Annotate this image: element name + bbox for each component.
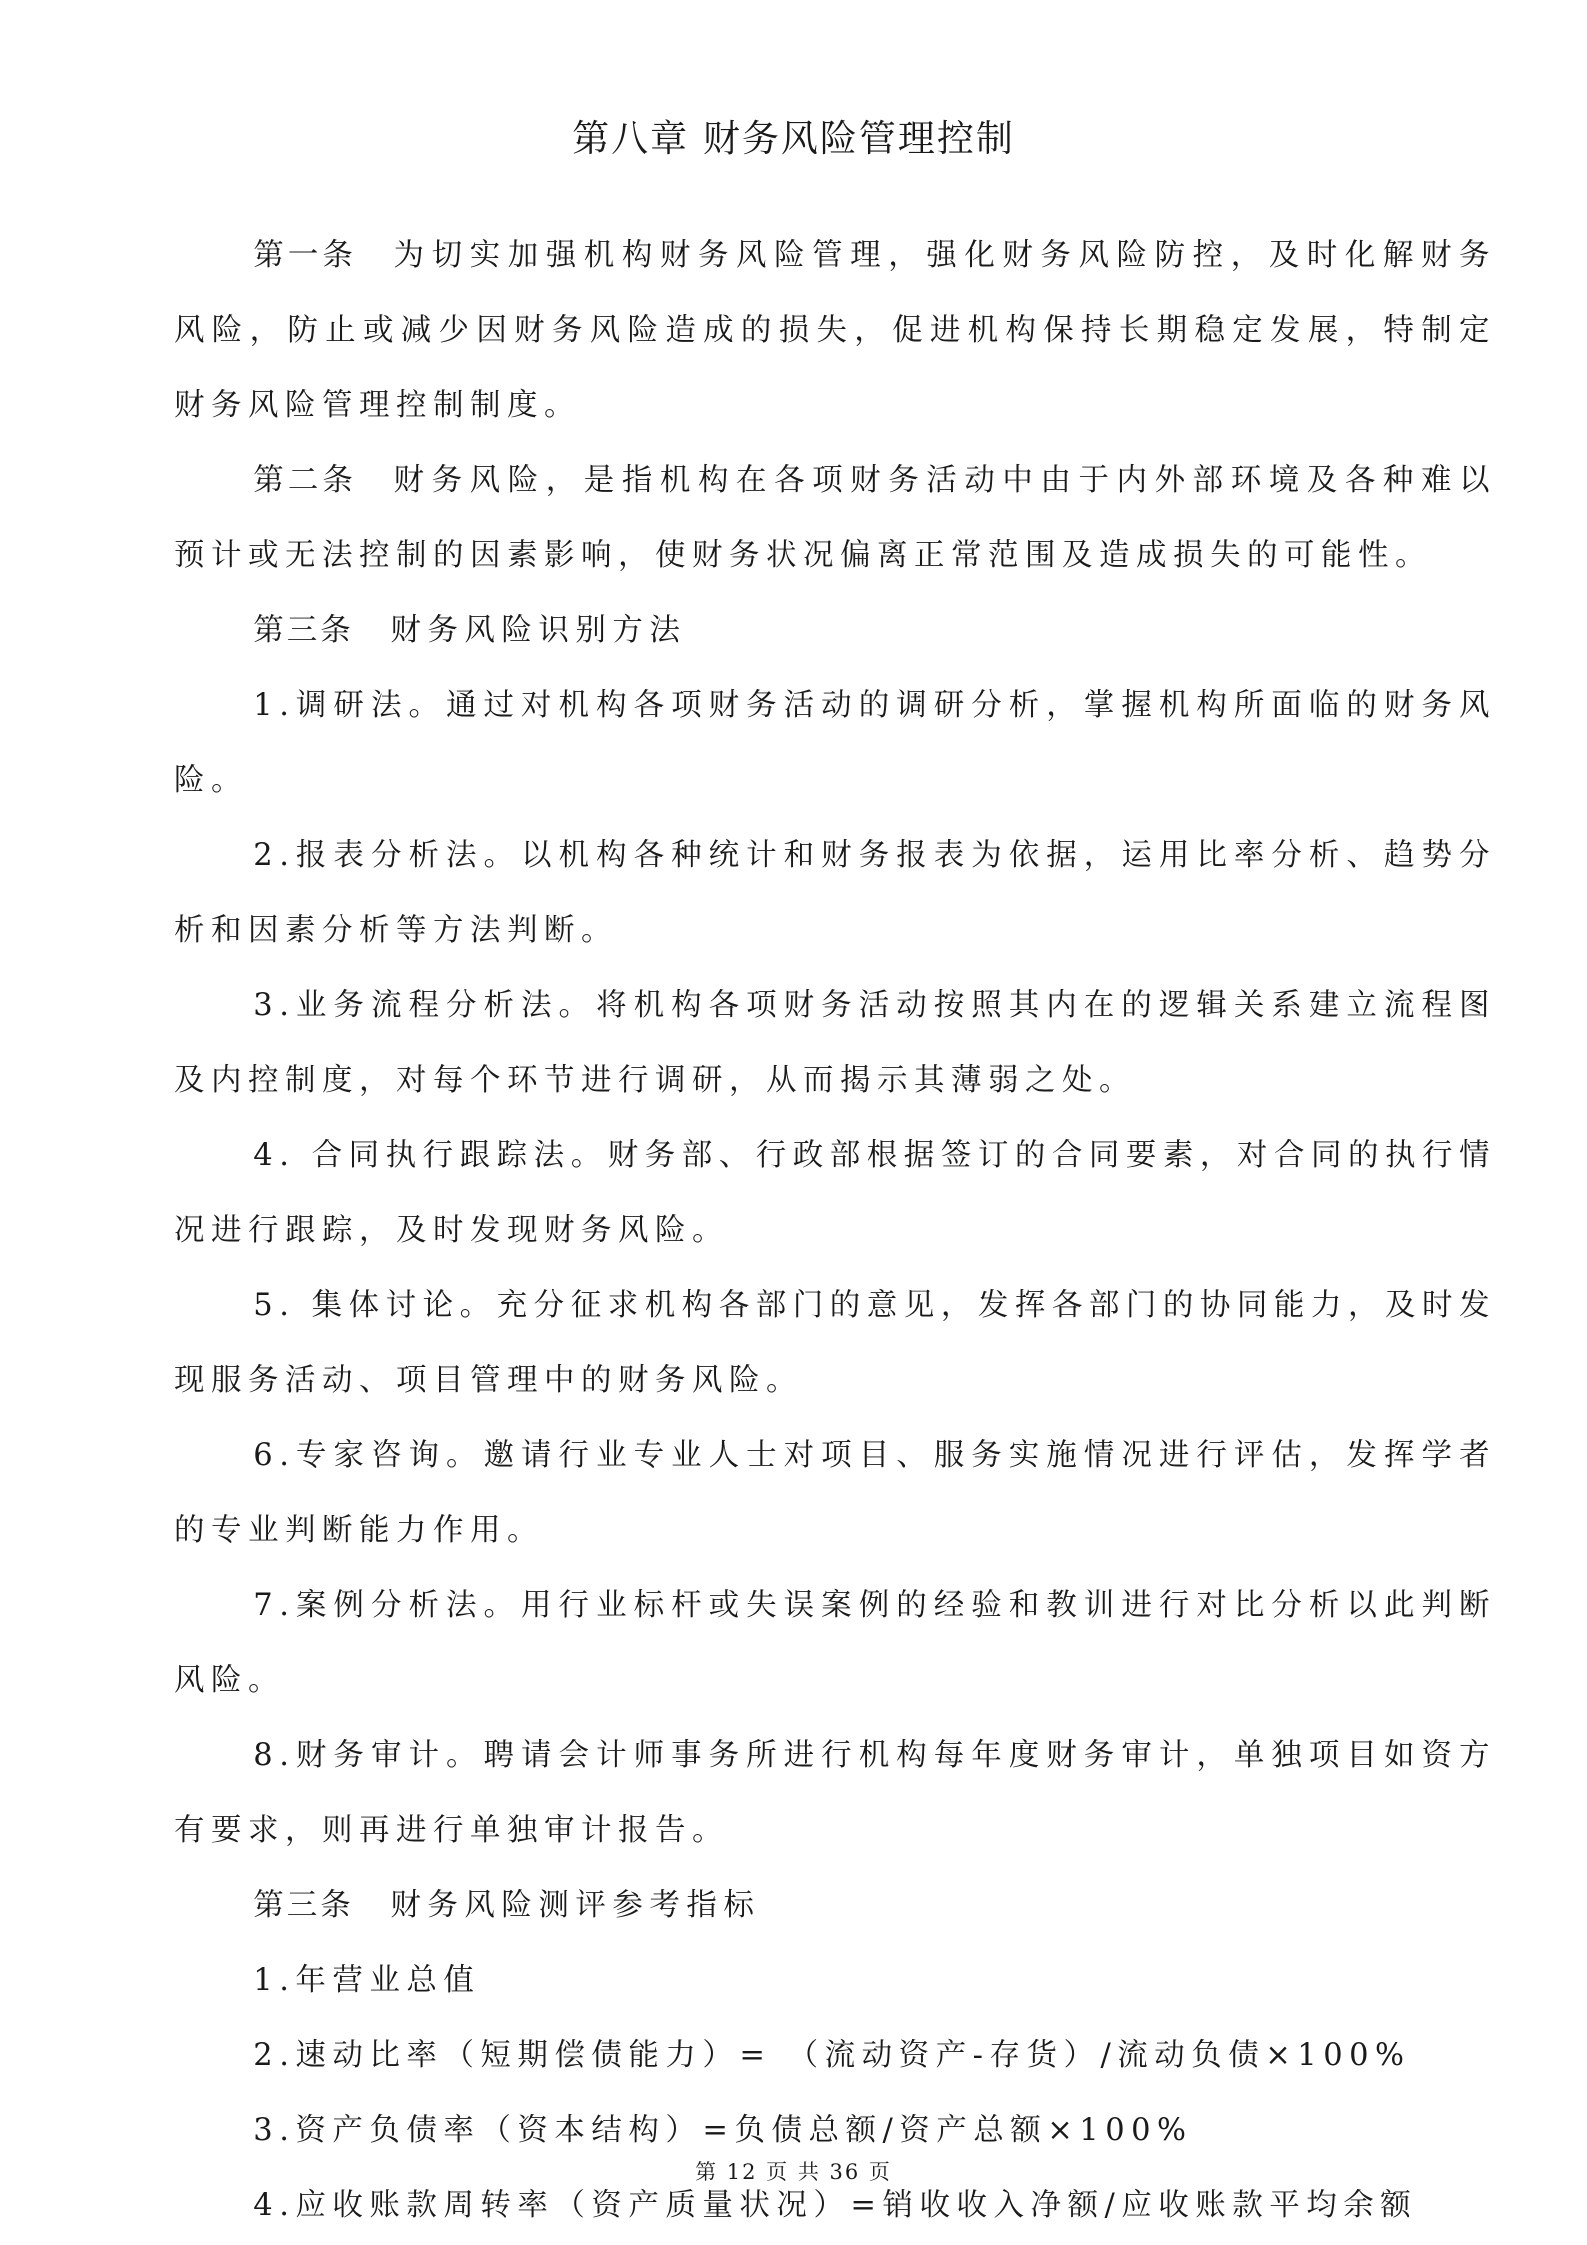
paragraph-text: 7.案例分析法。用行业标杆或失误案例的经验和教训进行对比分析以此判断风险。 bbox=[174, 1588, 1496, 1698]
paragraph-text: 4.应收账款周转率（资产质量状况）=销收收入净额/应收账款平均余额 bbox=[253, 2188, 1418, 2223]
list-item bbox=[174, 1943, 1496, 2018]
list-item bbox=[174, 818, 1496, 968]
paragraph-text: 为切实加强机构财务风险管理，强化财务风险防控，及时化解财务风险，防止或减少因财务风险造成的损失，促进机构保持长期稳定发展，特制定财务风险管理控制制度。 bbox=[174, 238, 1496, 423]
paragraph bbox=[174, 593, 1496, 668]
list-item bbox=[174, 1418, 1496, 1568]
paragraph bbox=[174, 1868, 1496, 1943]
article-label: 第二条 bbox=[253, 463, 357, 498]
paragraph-text: 3.业务流程分析法。将机构各项财务活动按照其内在的逻辑关系建立流程图及内控制度，对每个环节进行调研，从而揭示其薄弱之处。 bbox=[174, 988, 1496, 1098]
paragraph-text: 财务风险识别方法 bbox=[390, 613, 687, 648]
paragraph-text: 财务风险，是指机构在各项财务活动中由于内外部环境及各种难以预计或无法控制的因素影响，使财务状况偏离正常范围及造成损失的可能性。 bbox=[174, 463, 1496, 573]
article-label: 第三条 bbox=[253, 613, 354, 648]
list-item bbox=[174, 1718, 1496, 1868]
list-item bbox=[174, 1568, 1496, 1718]
list-item bbox=[174, 1268, 1496, 1418]
paragraph-text: 4. 合同执行跟踪法。财务部、行政部根据签订的合同要素，对合同的执行情况进行跟踪，及时发现财务风险。 bbox=[174, 1138, 1496, 1248]
page-number-footer: 第 12 页 共 36 页 bbox=[695, 2160, 892, 2184]
list-item bbox=[174, 968, 1496, 1118]
paragraph-text: 2.速动比率（短期偿债能力）= （流动资产-存货）/流动负债×100% bbox=[253, 2038, 1411, 2073]
paragraph-text: 财务风险测评参考指标 bbox=[390, 1888, 761, 1923]
chapter-title: 第八章 财务风险管理控制 bbox=[572, 117, 1015, 160]
list-item bbox=[174, 668, 1496, 818]
paragraph-text: 6.专家咨询。邀请行业专业人士对项目、服务实施情况进行评估，发挥学者的专业判断能力作用。 bbox=[174, 1438, 1496, 1548]
document-body bbox=[174, 218, 1496, 2243]
article-label: 第一条 bbox=[253, 238, 357, 273]
paragraph bbox=[174, 218, 1496, 443]
paragraph-text: 1.调研法。通过对机构各项财务活动的调研分析，掌握机构所面临的财务风险。 bbox=[174, 688, 1496, 798]
paragraph bbox=[174, 443, 1496, 593]
paragraph-text: 8.财务审计。聘请会计师事务所进行机构每年度财务审计，单独项目如资方有要求，则再进行单独审计报告。 bbox=[174, 1738, 1496, 1848]
paragraph-text: 5. 集体讨论。充分征求机构各部门的意见，发挥各部门的协同能力，及时发现服务活动、项目管理中的财务风险。 bbox=[174, 1288, 1496, 1398]
list-item bbox=[174, 2018, 1496, 2093]
paragraph-text: 2.报表分析法。以机构各种统计和财务报表为依据，运用比率分析、趋势分析和因素分析等方法判断。 bbox=[174, 838, 1496, 948]
paragraph-text: 3.资产负债率（资本结构）=负债总额/资产总额×100% bbox=[253, 2113, 1193, 2148]
list-item bbox=[174, 1118, 1496, 1268]
article-label: 第三条 bbox=[253, 1888, 354, 1923]
paragraph-text: 1.年营业总值 bbox=[253, 1963, 481, 1998]
